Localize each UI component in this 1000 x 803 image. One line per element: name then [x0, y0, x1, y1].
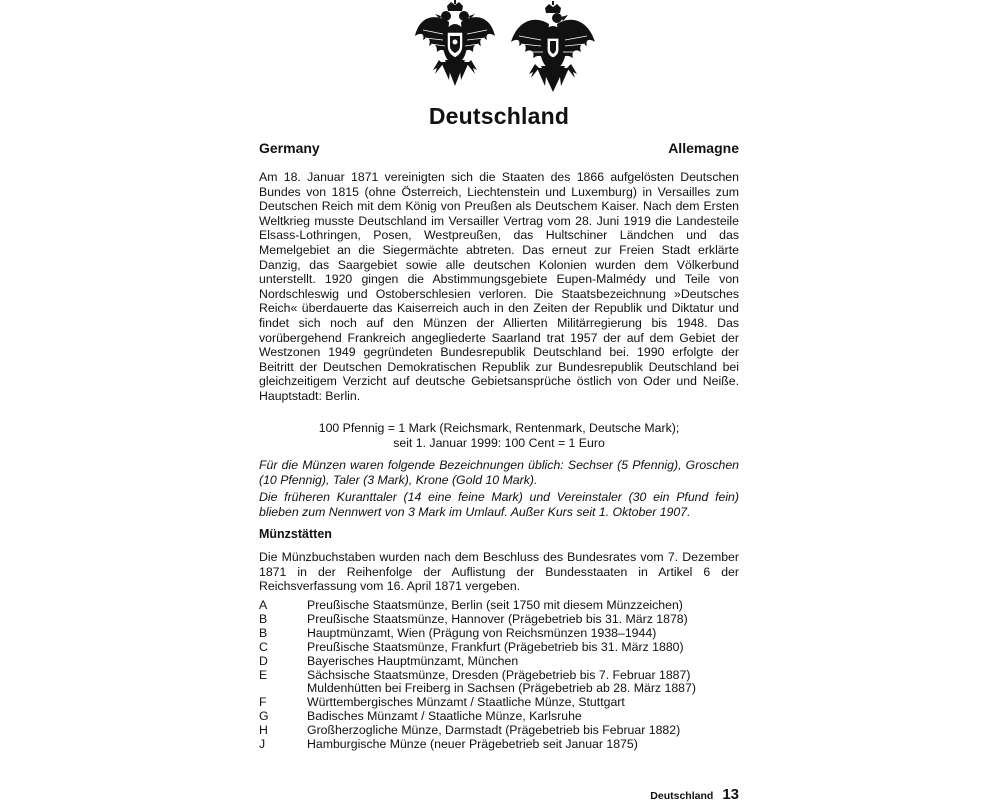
page-title: Deutschland: [428, 103, 570, 129]
mint-name: Württembergisches Münzamt / Staatliche Münze, Stuttgart: [307, 695, 625, 710]
mint-list: [259, 599, 739, 752]
currency-block: [259, 421, 739, 451]
list-item: [259, 738, 739, 752]
mint-name: Hauptmünzamt, Wien (Prägung von Reichsmünzen 1938–1944): [307, 625, 657, 640]
emblem-group: [413, 0, 593, 92]
list-item: [259, 627, 739, 641]
mint-letter: A: [259, 598, 268, 612]
mint-name: Muldenhütten bei Freiberg in Sachsen (Prägebetrieb ab 28. März 1887): [307, 681, 696, 696]
mint-letter: [259, 682, 307, 696]
mint-name: Hamburgische Münze (neuer Prägebetrieb seit Januar 1875): [307, 737, 638, 752]
mint-name: Badisches Münzamt / Staatliche Münze, Karlsruhe: [307, 709, 582, 724]
list-item: [259, 599, 739, 613]
mint-letter: E: [259, 667, 268, 682]
mint-name: Sächsische Staatsmünze, Dresden (Prägebetrieb bis 7. Februar 1887): [307, 667, 691, 682]
list-item: [259, 696, 739, 710]
mints-intro-paragraph: Die Münzbuchstaben wurden nach dem Beschluss des Bundesrates vom 7. Dezember 1871 in der Reihenfolge der Auflistung der Bundesstaaten in Artikel 6 der Reichsverfassung vom 16. April 1871 vergeben.: [259, 550, 739, 594]
mint-name: Großherzogliche Münze, Darmstadt (Prägebetrieb bis Februar 1882): [307, 723, 681, 738]
mint-name: Bayerisches Hauptmünzamt, München: [307, 653, 519, 668]
mint-name: Preußische Staatsmünze, Frankfurt (Prägebetrieb bis 31. März 1880): [307, 639, 684, 654]
subtitle-english: Germany: [259, 140, 320, 156]
mint-letter: J: [259, 737, 266, 752]
mint-letter: C: [259, 639, 268, 654]
mint-letter: G: [259, 709, 269, 724]
list-item: [259, 669, 739, 683]
page-number: 13: [722, 786, 739, 803]
coin-names-note: Für die Münzen waren folgende Bezeichnungen üblich: Sechser (5 Pfennig), Groschen (10 Pfennig), Taler (3 Mark), Krone (Gold 10 Mark).: [259, 458, 739, 487]
mint-letter: B: [259, 625, 268, 640]
list-item: [259, 682, 739, 696]
mints-heading: Münzstätten: [259, 527, 332, 541]
subtitle-french: Allemagne: [668, 140, 739, 156]
list-item: [259, 641, 739, 655]
mint-name: Preußische Staatsmünze, Berlin (seit 1750 mit diesem Münzzeichen): [307, 598, 683, 612]
imperial-eagle-icon: [511, 0, 595, 92]
mint-name: Preußische Staatsmünze, Hannover (Prägebetrieb bis 31. März 1878): [307, 611, 688, 626]
mint-letter: D: [259, 653, 268, 668]
footer-country: Deutschland: [650, 790, 714, 802]
intro-paragraph: Am 18. Januar 1871 vereinigten sich die Staaten des 1866 aufgelösten Deutschen Bundes von 1815 (ohne Österreich, Liechtenstein und Luxemburg) in Versailles zum Deutschen Reich mit dem König von Preußen als Deutschem Kaiser. Nach dem Ersten Weltkrieg musste Deutschland im Versailler Vertrag vom 28. Juni 1919 die Landesteile Elsass-Lothringen, Posen, Westpreußen, das Hultschiner Ländchen und das Memelgebiet an die Siegermächte abtreten. Das erneut zur Freien Stadt erklärte Danzig, das Saargebiet sowie alle deutschen Kolonien wurden dem Völkerbund unterstellt. 1920 gingen die Abstimmungsgebiete Eupen-Malmédy und Teile von Nordschleswig und Ostoberschlesien verloren. Die Staatsbezeichnung »Deutsches Reich« überdauerte das Kaiserreich auch in den Zeiten der Republik und Diktatur und findet sich noch auf den Münzen der Allierten Militärregierung bis 1948. Das vorübergehend Frankreich angegliederte Saarland trat 1957 der auf dem Gebiet der Westzonen 1949 gegründeten Bundesrepublik Deutschland bei. 1990 erfolgte der Beitritt der Deutschen Demokratischen Republik zur Bundesrepublik Deutschland bei gleichzeitigem Verzicht auf deutsche Gebietsansprüche östlich von Oder und Neiße. Hauptstadt: Berlin.: [259, 170, 739, 403]
taler-note: Die früheren Kuranttaler (14 eine feine Mark) und Vereinstaler (30 ein Pfund fein) blieben zum Nennwert von 3 Mark im Umlauf. Außer Kurs seit 1. Oktober 1907.: [259, 490, 739, 519]
imperial-eagle-crest-icon: [413, 0, 497, 90]
list-item: [259, 613, 739, 627]
mint-letter: F: [259, 695, 267, 710]
list-item: [259, 655, 739, 669]
mint-letter: H: [259, 723, 268, 738]
currency-line-2: seit 1. Januar 1999: 100 Cent = 1 Euro: [393, 436, 605, 450]
page-footer: [650, 786, 739, 803]
currency-line-1: 100 Pfennig = 1 Mark (Reichsmark, Rentenmark, Deutsche Mark);: [318, 421, 680, 435]
mint-letter: B: [259, 611, 268, 626]
list-item: [259, 724, 739, 738]
list-item: [259, 710, 739, 724]
